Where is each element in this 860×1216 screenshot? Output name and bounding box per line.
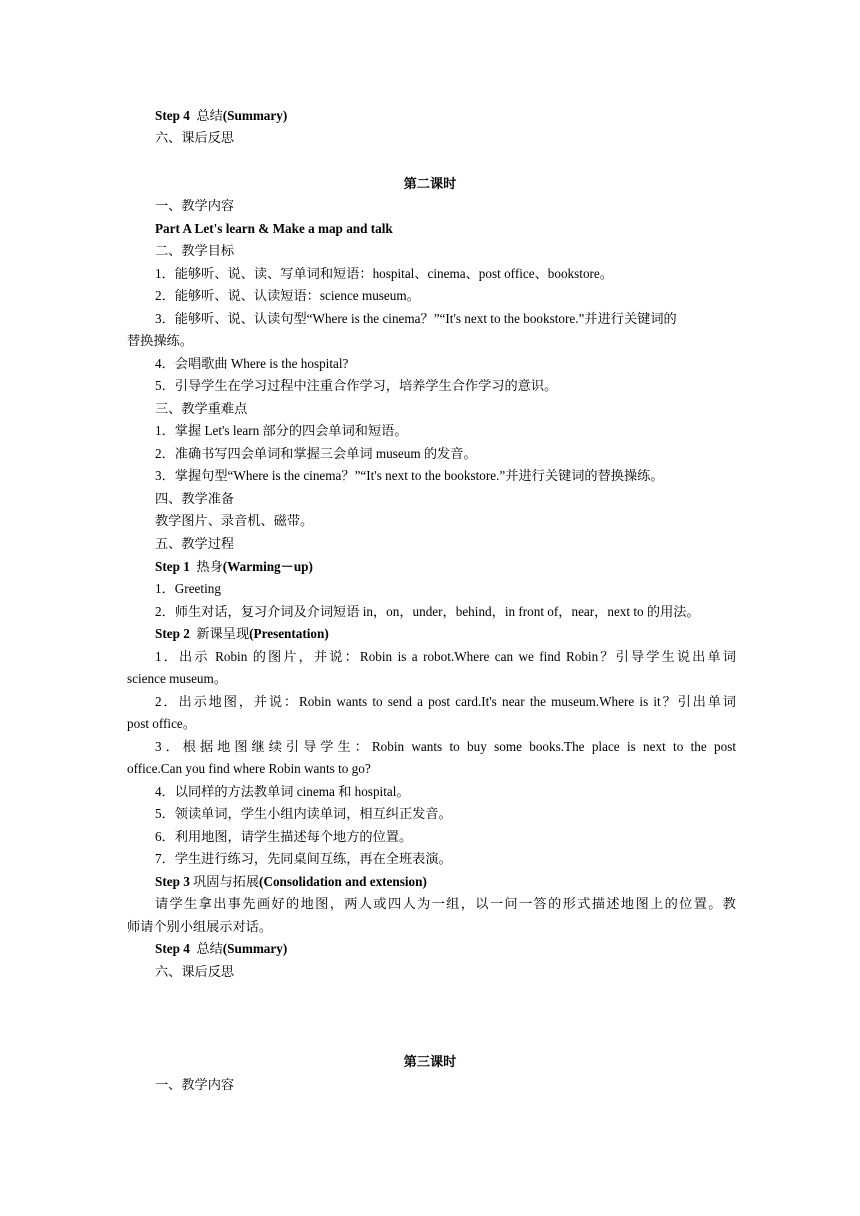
process-heading: 五、教学过程: [155, 536, 235, 551]
key-item: 3．掌握句型“Where is the cinema？”“It's next to the bookstore.”并进行关键词的替换操练。: [155, 468, 664, 483]
step4-heading: Step 4 总结(Summary): [155, 108, 288, 123]
step4-heading: Step 4 总结(Summary): [155, 941, 288, 956]
step2-paragraph-line: 2．出示地图，并说：Robin wants to send a post card.It's near the museum.Where is it？引出单词: [155, 694, 736, 709]
goal-item: 4．会唱歌曲 Where is the hospital?: [155, 356, 349, 371]
step2-item: 6．利用地图，请学生描述每个地方的位置。: [155, 829, 413, 844]
step2-paragraph-line: 3．根据地图继续引导学生：Robin wants to buy some books.The place is next to the post: [155, 739, 736, 754]
reflection-heading: 六、课后反思: [155, 130, 235, 145]
step2-item: 4．以同样的方法教单词 cinema 和 hospital。: [155, 784, 410, 799]
goal-item: 1．能够听、说、读、写单词和短语：hospital、cinema、post office、bookstore。: [155, 266, 613, 281]
step3-paragraph-line: 请学生拿出事先画好的地图，两人或四人为一组，以一问一答的形式描述地图上的位置。教: [155, 896, 736, 911]
step1-item: 2．师生对话，复习介词及介词短语 in，on，under，behind，in front of，near，next to 的用法。: [155, 604, 700, 619]
step2-paragraph-line: 1．出示 Robin 的图片，并说：Robin is a robot.Where can we find Robin？引导学生说出单词: [155, 649, 736, 664]
prep-heading: 四、教学准备: [155, 491, 235, 506]
step2-item: 5．领读单词，学生小组内读单词，相互纠正发音。: [155, 806, 452, 821]
step2-paragraph-cont: post office。: [127, 716, 196, 731]
goal-item: 2．能够听、说、认读短语：science museum。: [155, 288, 420, 303]
step1-item: 1．Greeting: [155, 581, 221, 596]
content-heading: 一、教学内容: [155, 198, 235, 213]
content-text: Part A Let's learn & Make a map and talk: [155, 221, 393, 236]
prep-text: 教学图片、录音机、磁带。: [155, 513, 314, 528]
step2-item: 7．学生进行练习，先同桌间互练，再在全班表演。: [155, 851, 452, 866]
goal-item-cont: 替换操练。: [127, 333, 193, 348]
step2-paragraph-cont: office.Can you find where Robin wants to go?: [127, 761, 371, 776]
step3-paragraph-cont: 师请个别小组展示对话。: [127, 919, 273, 934]
lesson3-title: 第三课时: [403, 1054, 457, 1069]
key-item: 1．掌握 Let's learn 部分的四会单词和短语。: [155, 423, 408, 438]
step3-heading: Step 3 巩固与拓展(Consolidation and extension): [155, 874, 427, 889]
goal-item: 3．能够听、说、认读句型“Where is the cinema？”“It's next to the bookstore.”并进行关键词的: [155, 311, 677, 326]
content-heading: 一、教学内容: [155, 1077, 235, 1092]
reflection-heading: 六、课后反思: [155, 964, 235, 979]
step2-paragraph-cont: science museum。: [127, 671, 227, 686]
step1-heading: Step 1 热身(Warming－up): [155, 559, 313, 574]
goal-item: 5．引导学生在学习过程中注重合作学习，培养学生合作学习的意识。: [155, 378, 558, 393]
step2-heading: Step 2 新课呈现(Presentation): [155, 626, 329, 641]
lesson2-title: 第二课时: [403, 176, 457, 191]
goals-heading: 二、教学目标: [155, 243, 235, 258]
key-heading: 三、教学重难点: [155, 401, 248, 416]
key-item: 2．准确书写四会单词和掌握三会单词 museum 的发音。: [155, 446, 477, 461]
